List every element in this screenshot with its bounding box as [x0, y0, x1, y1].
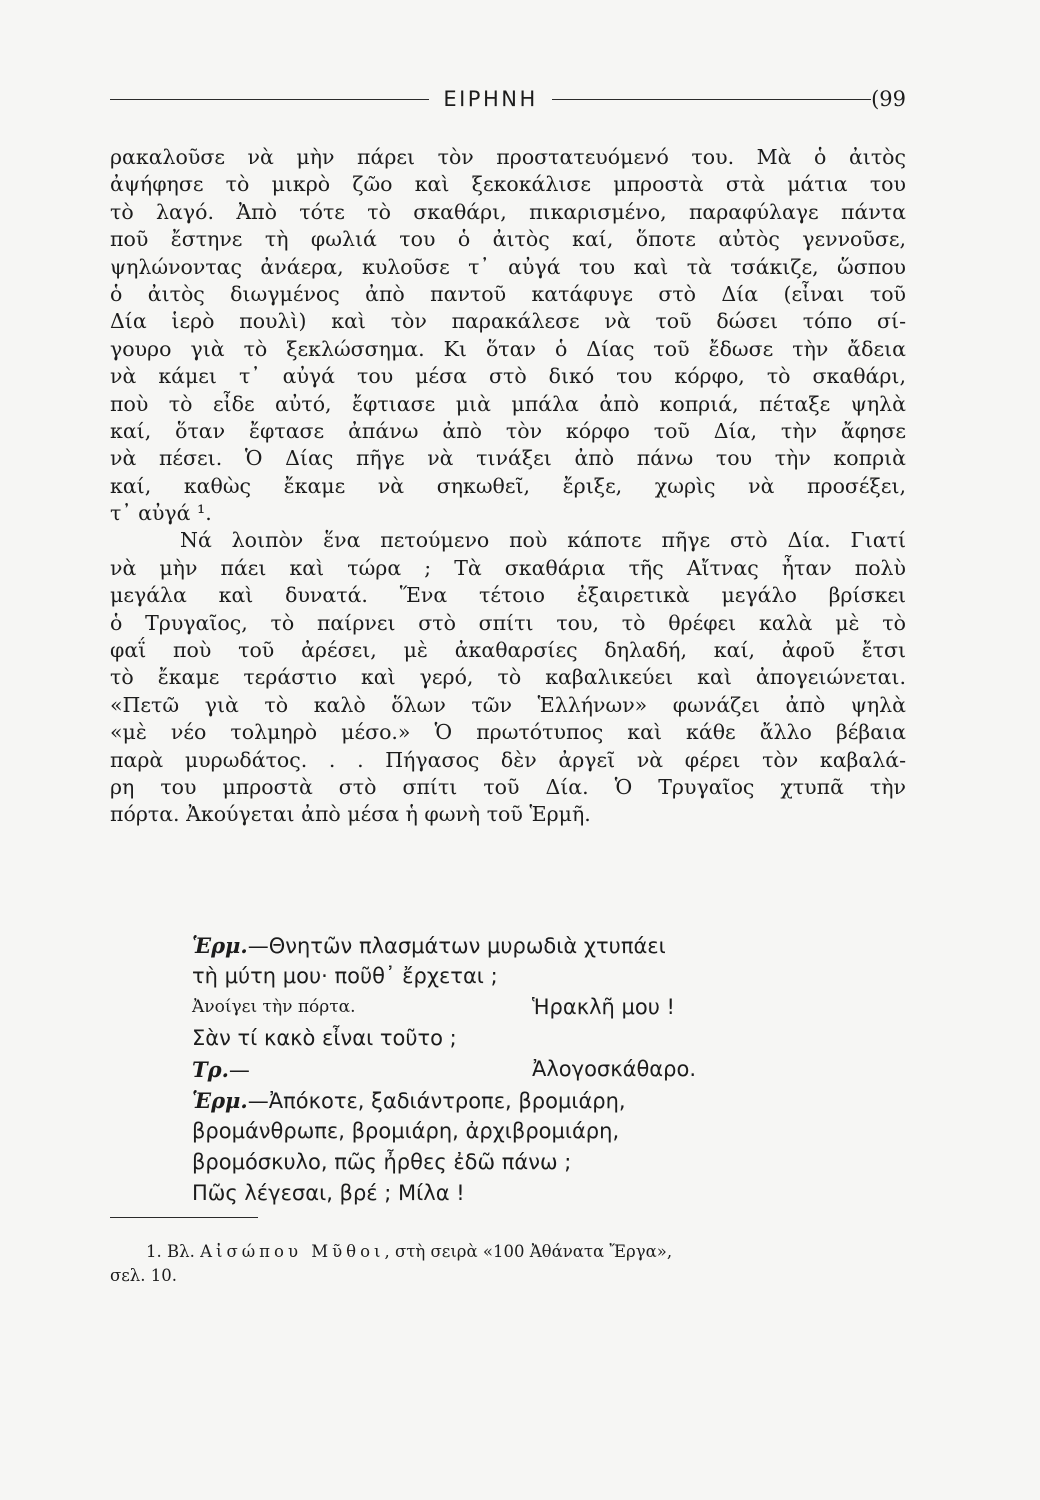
- footnote-rule: [110, 1217, 258, 1218]
- text-line: ὁ ἀιτὸς διωγμένος ἀπὸ παντοῦ κατάφυγε στὸ Δία (εἶναι τοῦ: [110, 281, 906, 306]
- header-rule-right: [552, 99, 871, 100]
- verse-line: [192, 1054, 872, 1085]
- footnote-prefix: Βλ.: [167, 1242, 195, 1261]
- running-title: ΕΙΡΗΝΗ: [443, 87, 538, 111]
- verse-right-text: Ἀλογοσκάθαρο.: [532, 1057, 696, 1081]
- text-line: νὰ πέσει. Ὁ Δίας πῆγε νὰ τινάξει ἀπὸ πάνω του τὴν κοπριὰ: [110, 446, 906, 471]
- footnote: [110, 1240, 906, 1288]
- verse-text: —: [228, 1058, 250, 1082]
- text-line: τὸ ἔκαμε τεράστιο καὶ γερό, τὸ καβαλικεύει καὶ ἀπογειώνεται.: [110, 665, 906, 690]
- text-line: ρη του μπροστὰ στὸ σπίτι τοῦ Δία. Ὁ Τρυγαῖος χτυπᾶ τὴν: [110, 774, 906, 799]
- text-line: παρὰ μυρωδάτος. . . Πήγασος δὲν ἀργεῖ νὰ φέρει τὸν καβαλά-: [110, 747, 906, 772]
- text-line: μεγάλα καὶ δυνατά. Ἕνα τέτοιο ἐξαιρετικὰ μεγάλο βρίσκει: [110, 583, 906, 608]
- text-line: καί, ὅταν ἔφτασε ἀπάνω ἀπὸ τὸν κόρφο τοῦ Δία, τὴν ἄφησε: [110, 418, 906, 443]
- text-line: «Πετῶ γιὰ τὸ καλὸ ὅλων τῶν Ἑλλήνων» φωνάζει ἀπὸ ψηλὰ: [110, 692, 906, 717]
- dialogue-verse: [192, 930, 872, 1209]
- verse-line: [192, 992, 872, 1023]
- verse-text: —Ἀπόκοτε, ξαδιάντροπε, βρομιάρη,: [247, 1089, 626, 1113]
- paragraph: [110, 144, 906, 527]
- text-line: φαΐ ποὺ τοῦ ἀρέσει, μὲ ἀκαθαρσίες δηλαδή, καί, ἀφοῦ ἔτσι: [110, 638, 906, 663]
- verse-right-text: Ἡρακλῆ μου !: [532, 995, 675, 1019]
- text-line: τ᾿ αὐγά ¹.: [110, 501, 212, 526]
- text-line: «μὲ νέο τολμηρὸ μέσο.» Ὁ πρωτότυπος καὶ κάθε ἄλλο βέβαια: [110, 720, 906, 745]
- text-line: Δία ἱερὸ πουλὶ) καὶ τὸν παρακάλεσε νὰ τοῦ δώσει τόπο σί-: [110, 309, 906, 334]
- speaker-label: Ἑρμ.: [192, 1088, 248, 1113]
- main-text: [110, 144, 906, 829]
- verse-text: Πῶς λέγεσαι, βρέ ; Μίλα !: [192, 1181, 465, 1205]
- text-line: ρακαλοῦσε νὰ μὴν πάρει τὸν προστατευόμενό του. Μὰ ὁ ἀιτὸς: [110, 145, 906, 169]
- text-line: πόρτα. Ἀκούγεται ἀπὸ μέσα ἡ φωνὴ τοῦ Ἑρμῆ.: [110, 802, 591, 827]
- verse-line: [192, 1178, 872, 1209]
- text-line: γουρο γιὰ τὸ ξεκλώσσημα. Κι ὅταν ὁ Δίας τοῦ ἔδωσε τὴν ἄδεια: [110, 336, 906, 361]
- text-line: ἀψήφησε τὸ μικρὸ ζῶο καὶ ξεκοκάλισε μπροστὰ στὰ μάτια του: [110, 172, 906, 197]
- text-line: ποῦ ἔστηνε τὴ φωλιά του ὁ ἀιτὸς καί, ὅποτε αὐτὸς γεννοῦσε,: [110, 227, 906, 252]
- text-line: ὁ Τρυγαῖος, τὸ παίρνει στὸ σπίτι του, τὸ θρέφει καλὰ μὲ τὸ: [110, 610, 906, 635]
- verse-line: [192, 961, 872, 992]
- footnote-line-1: [110, 1240, 906, 1264]
- verse-line: [192, 1085, 872, 1116]
- verse-text: βρομόσκυλο, πῶς ἦρθες ἐδῶ πάνω ;: [192, 1150, 572, 1174]
- page-number: (99: [871, 87, 906, 111]
- text-line: τὸ λαγό. Ἀπὸ τότε τὸ σκαθάρι, πικαρισμένο, παραφύλαγε πάντα: [110, 199, 906, 224]
- text-line: Νά λοιπὸν ἕνα πετούμενο ποὺ κάποτε πῆγε στὸ Δία. Γιατί: [180, 528, 906, 553]
- text-line: νὰ μὴν πάει καὶ τώρα ; Τὰ σκαθάρια τῆς Αἴτνας ἦταν πολὺ: [110, 555, 906, 580]
- verse-line: [192, 1147, 872, 1178]
- verse-text: Σὰν τί κακὸ εἶναι τοῦτο ;: [192, 1026, 457, 1050]
- text-line: ψηλώνοντας ἀνάερα, κυλοῦσε τ᾿ αὐγά του καὶ τὰ τσάκιζε, ὥσπου: [110, 254, 906, 279]
- text-line: καί, καθὼς ἔκαμε νὰ σηκωθεῖ, ἔριξε, χωρὶς νὰ προσέξει,: [110, 473, 906, 498]
- speaker-label: Τρ.: [192, 1057, 229, 1082]
- text-line: ποὺ τὸ εἶδε αὐτό, ἔφτιασε μιὰ μπάλα ἀπὸ κοπριά, πέταξε ψηλὰ: [110, 391, 906, 416]
- footnote-book-title: Αἰσώπου Μῦθοι: [200, 1242, 385, 1261]
- verse-text: βρομάνθρωπε, βρομιάρη, ἀρχιβρομιάρη,: [192, 1119, 620, 1143]
- verse-text: Ἀνοίγει τὴν πόρτα.: [192, 997, 356, 1017]
- footnote-rest: , στὴ σειρὰ «100 Ἀθάνατα Ἔργα»,: [384, 1242, 673, 1261]
- paragraph: [110, 527, 906, 828]
- running-header: [110, 84, 906, 114]
- verse-line: [192, 1116, 872, 1147]
- footnote-line-2: σελ. 10.: [110, 1266, 177, 1285]
- speaker-label: Ἑρμ.: [192, 933, 248, 958]
- verse-line: [192, 930, 872, 961]
- header-rule-left: [110, 99, 429, 100]
- verse-text: τὴ μύτη μου· ποῦθ᾿ ἔρχεται ;: [192, 964, 498, 988]
- verse-text: —Θνητῶν πλασμάτων μυρωδιὰ χτυπάει: [247, 934, 666, 958]
- text-line: νὰ κάμει τ᾿ αὐγά του μέσα στὸ δικό του κόρφο, τὸ σκαθάρι,: [110, 364, 906, 389]
- verse-line: [192, 1023, 872, 1054]
- footnote-number: 1.: [146, 1242, 162, 1261]
